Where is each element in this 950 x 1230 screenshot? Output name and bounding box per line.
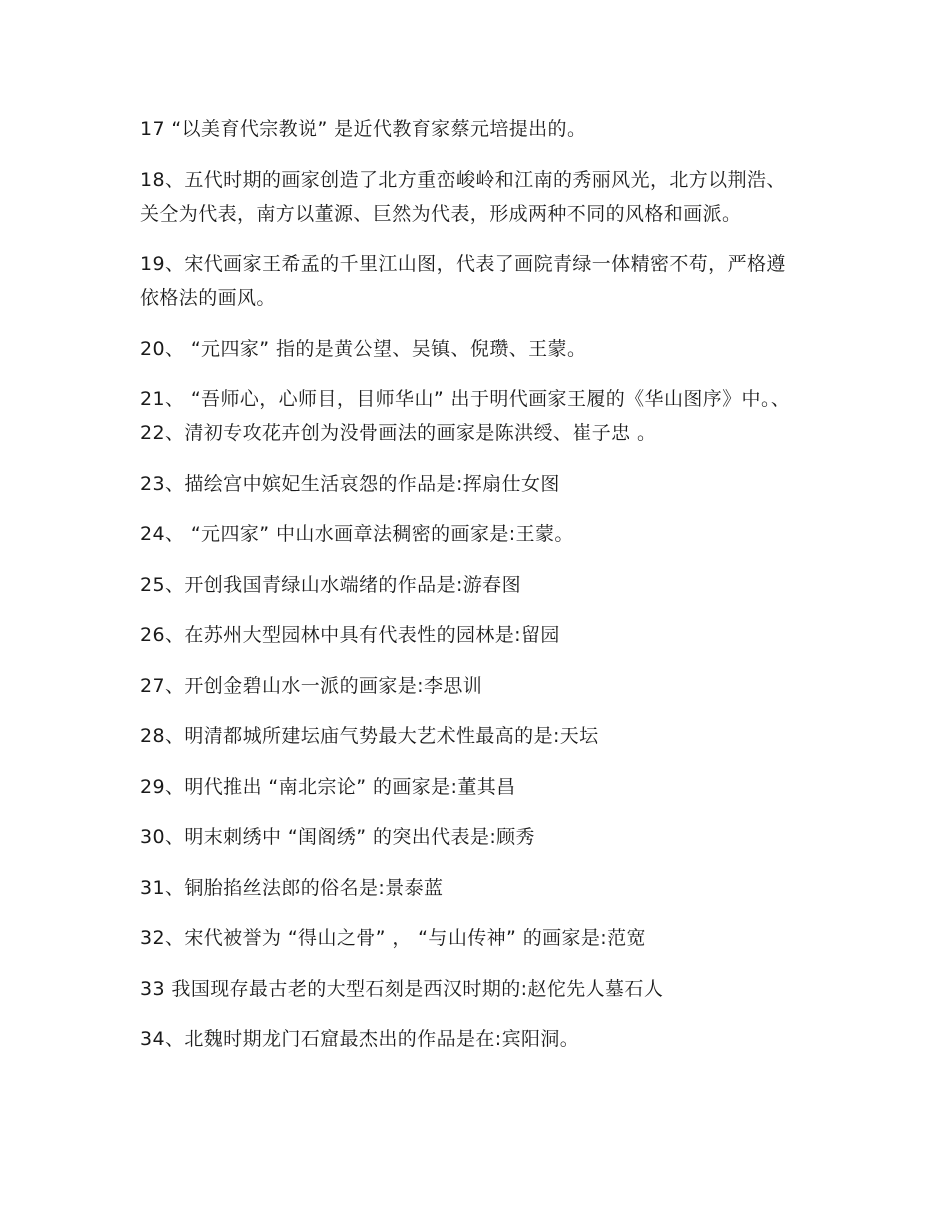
paragraph-32: 32、宋代被誉为 “得山之骨” ， “与山传神” 的画家是:范宽 — [140, 927, 646, 949]
paragraph-31: 31、铜胎掐丝法郎的俗名是:景泰蓝 — [140, 876, 444, 899]
paragraph-30: 30、明末刺绣中 “闺阁绣” 的突出代表是:顾秀 — [140, 826, 535, 848]
paragraph-34: 34、北魏时期龙门石窟最杰出的作品是在:宾阳洞。 — [140, 1028, 580, 1050]
paragraph-19: 19、宋代画家王希孟的千里江山图，代表了画院青绿一体精密不苟，严格遵依格法的画风。 — [140, 253, 786, 309]
paragraph-18: 18、五代时期的画家创造了北方重峦峻岭和江南的秀丽风光，北方以荆浩、关仝为代表，南方以董源、巨然为代表，形成两种不同的风格和画派。 — [140, 168, 786, 225]
paragraph-23: 23、描绘宫中嫔妃生活哀怨的作品是:挥扇仕女图 — [140, 472, 560, 495]
paragraph-21-22: 21、 “吾师心，心师目，目师华山” 出于明代画家王履的《华山图序》中。、 22、清初专攻花卉创为没骨画法的画家是陈洪绶、崔子忠 。 — [140, 388, 791, 444]
paragraph-33: 33 我国现存最古老的大型石刻是西汉时期的:赵佗先人墓石人 — [140, 977, 664, 1000]
paragraph-27: 27、开创金碧山水一派的画家是:李思训 — [140, 674, 483, 697]
paragraph-20: 20、 “元四家” 指的是黄公望、吴镇、倪瓒、王蒙。 — [140, 337, 587, 360]
paragraph-25: 25、开创我国青绿山水端绪的作品是:游春图 — [140, 573, 521, 596]
paragraph-26: 26、在苏州大型园林中具有代表性的园林是:留园 — [140, 624, 560, 646]
paragraph-29: 29、明代推出 “南北宗论” 的画家是:董其昌 — [140, 775, 516, 798]
paragraph-24: 24、 “元四家” 中山水画章法稠密的画家是:王蒙。 — [140, 523, 574, 545]
document-body — [140, 112, 805, 1073]
paragraph-17: 17 “以美育代宗教说” 是近代教育家蔡元培提出的。 — [140, 118, 587, 140]
paragraph-28: 28、明清都城所建坛庙气势最大艺术性最高的是:天坛 — [140, 725, 599, 747]
